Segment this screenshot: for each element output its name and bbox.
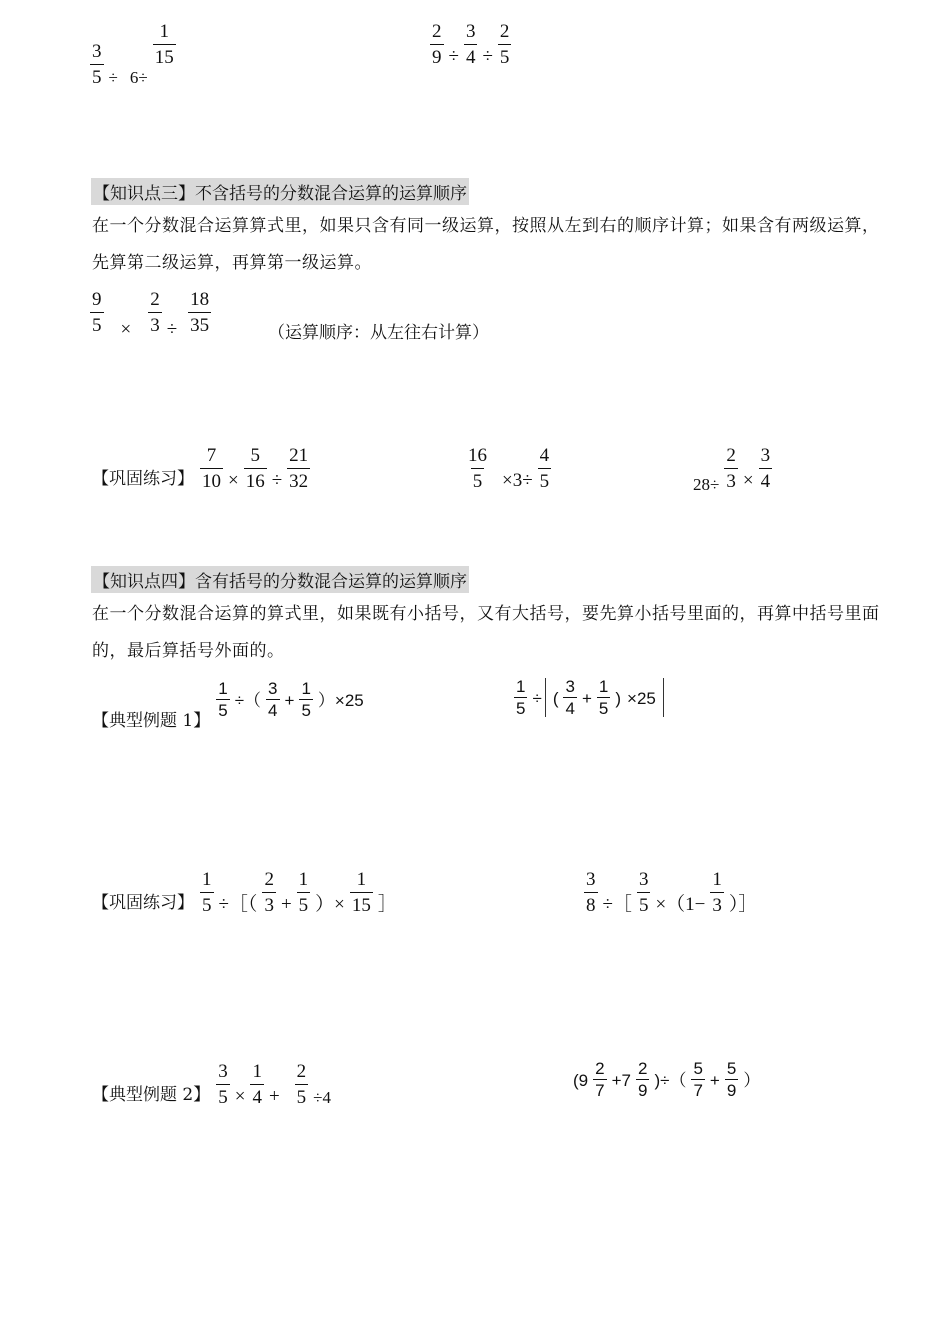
fraction: $\frac{3}{8}$	[586, 869, 596, 916]
example-label: 【典型例题 2】	[92, 1085, 211, 1105]
fraction: $\frac{1}{5}$	[218, 679, 228, 720]
paragraph-k4: 在一个分数混合运算的算式里，如果既有小括号，又有大括号，要先算小括号里面的，再算中括号里面的，最后算括号外面的。	[92, 604, 880, 661]
operator: ］	[377, 894, 397, 915]
fraction: $\frac{3}{5}$	[638, 869, 649, 916]
operator: ×（1−	[655, 894, 706, 915]
example-1-expression-2	[512, 678, 664, 717]
fraction: $\frac{3}{4}$	[465, 21, 476, 68]
operator: +7	[611, 1071, 631, 1090]
section-heading-k4: 【知识点四】含有括号的分数混合运算的运算顺序	[91, 566, 469, 593]
operator: ÷（	[234, 691, 262, 710]
paragraph-k3: 在一个分数混合运算算式里，如果只含有同一级运算，按照从左到右的顺序计算；如果含有两级运算，先算第二级运算，再算第一级运算。	[92, 216, 880, 273]
operator: ÷	[448, 46, 459, 67]
section-heading-k3: 【知识点三】不含括号的分数混合运算的运算顺序	[91, 178, 469, 205]
top-expression-2	[428, 22, 513, 67]
operator: ×	[742, 470, 754, 491]
fraction: $\frac{2}{9}$	[637, 1059, 648, 1100]
operator: +	[268, 1086, 280, 1107]
practice-row-1	[92, 446, 312, 491]
fraction: $\frac{3}{4}$	[268, 679, 278, 720]
fraction: $\frac{2}{7}$	[595, 1059, 605, 1100]
fraction: $\frac{18}{35}$	[190, 289, 210, 336]
operator: ÷	[482, 46, 493, 67]
fraction: $\frac{2}{5}$	[499, 21, 510, 68]
operator: ×	[234, 1086, 246, 1107]
practice-2-row	[92, 870, 400, 915]
practice-label: 【巩固练习】	[92, 469, 194, 489]
operator: 6÷	[129, 68, 148, 87]
fraction: $\frac{5}{9}$	[726, 1059, 737, 1100]
operator: ×	[120, 319, 132, 340]
operator: ÷4	[313, 1088, 332, 1107]
fraction: $\frac{2}{9}$	[432, 21, 442, 68]
fraction: $\frac{16}{5}$	[468, 445, 487, 492]
example-2-row	[92, 1062, 334, 1107]
fraction: $\frac{1}{4}$	[252, 1061, 262, 1108]
fraction: $\frac{1}{5}$	[202, 869, 212, 916]
fraction: $\frac{1}{5}$	[516, 677, 526, 718]
order-note: （运算顺序：从左往右计算）	[268, 323, 489, 343]
operator: ÷［（	[218, 894, 258, 915]
fraction: $\frac{2}{3}$	[150, 289, 160, 336]
fraction: $\frac{4}{5}$	[539, 445, 550, 492]
operator: ×25	[627, 689, 656, 708]
operator: ×	[228, 470, 239, 491]
operator: +	[280, 894, 292, 915]
operator: +	[284, 691, 295, 710]
operator: ÷	[166, 319, 178, 340]
fraction: $\frac{1}{5}$	[301, 679, 311, 720]
operator: ×3÷	[502, 470, 533, 491]
practice-expression-3	[690, 445, 774, 494]
fraction: $\frac{5}{7}$	[693, 1059, 703, 1100]
operator: ÷	[108, 68, 118, 87]
operator: (9	[573, 1071, 589, 1090]
fraction: $\frac{21}{32}$	[289, 445, 309, 492]
fraction: $\frac{9}{5}$	[92, 289, 102, 336]
operator: ）×25	[317, 691, 364, 710]
fraction: $\frac{2}{3}$	[264, 869, 274, 916]
example-2-expression-2	[570, 1060, 763, 1099]
square-bracket-group	[545, 678, 664, 717]
operator: +	[709, 1071, 720, 1090]
operator: )÷（	[654, 1071, 687, 1090]
top-expression-1	[88, 22, 178, 87]
operator: ）×	[315, 894, 345, 915]
fraction: $\frac{2}{5}$	[296, 1061, 307, 1108]
operator: (	[552, 689, 559, 708]
fraction: $\frac{1}{3}$	[712, 869, 722, 916]
example-expression-k3	[88, 289, 213, 340]
practice-expression-2	[464, 446, 553, 491]
fraction: $\frac{1}{5}$	[298, 869, 309, 916]
operator: ）］	[728, 894, 758, 915]
fraction: $\frac{1}{5}$	[598, 677, 609, 718]
fraction: $\frac{1}{15}$	[154, 21, 174, 68]
operator: +	[581, 689, 592, 708]
fraction: $\frac{7}{10}$	[202, 445, 221, 492]
example-1-row	[92, 679, 367, 731]
operator: ÷	[532, 689, 542, 708]
fraction: $\frac{3}{5}$	[218, 1061, 228, 1108]
fraction: $\frac{1}{15}$	[351, 869, 371, 916]
fraction: $\frac{3}{5}$	[92, 41, 102, 88]
operator: ）	[743, 1071, 761, 1090]
operator: ÷	[271, 470, 283, 491]
fraction: $\frac{3}{4}$	[760, 445, 771, 492]
operator: ÷［	[602, 894, 632, 915]
operator: )	[615, 689, 622, 708]
practice-2-expression-2	[582, 870, 760, 915]
fraction: $\frac{2}{3}$	[726, 445, 736, 492]
operator: 28÷	[693, 475, 720, 494]
practice-label: 【巩固练习】	[92, 893, 194, 913]
example-label: 【典型例题 1】	[92, 711, 211, 731]
fraction: $\frac{5}{16}$	[245, 445, 265, 492]
fraction: $\frac{3}{4}$	[565, 677, 575, 718]
